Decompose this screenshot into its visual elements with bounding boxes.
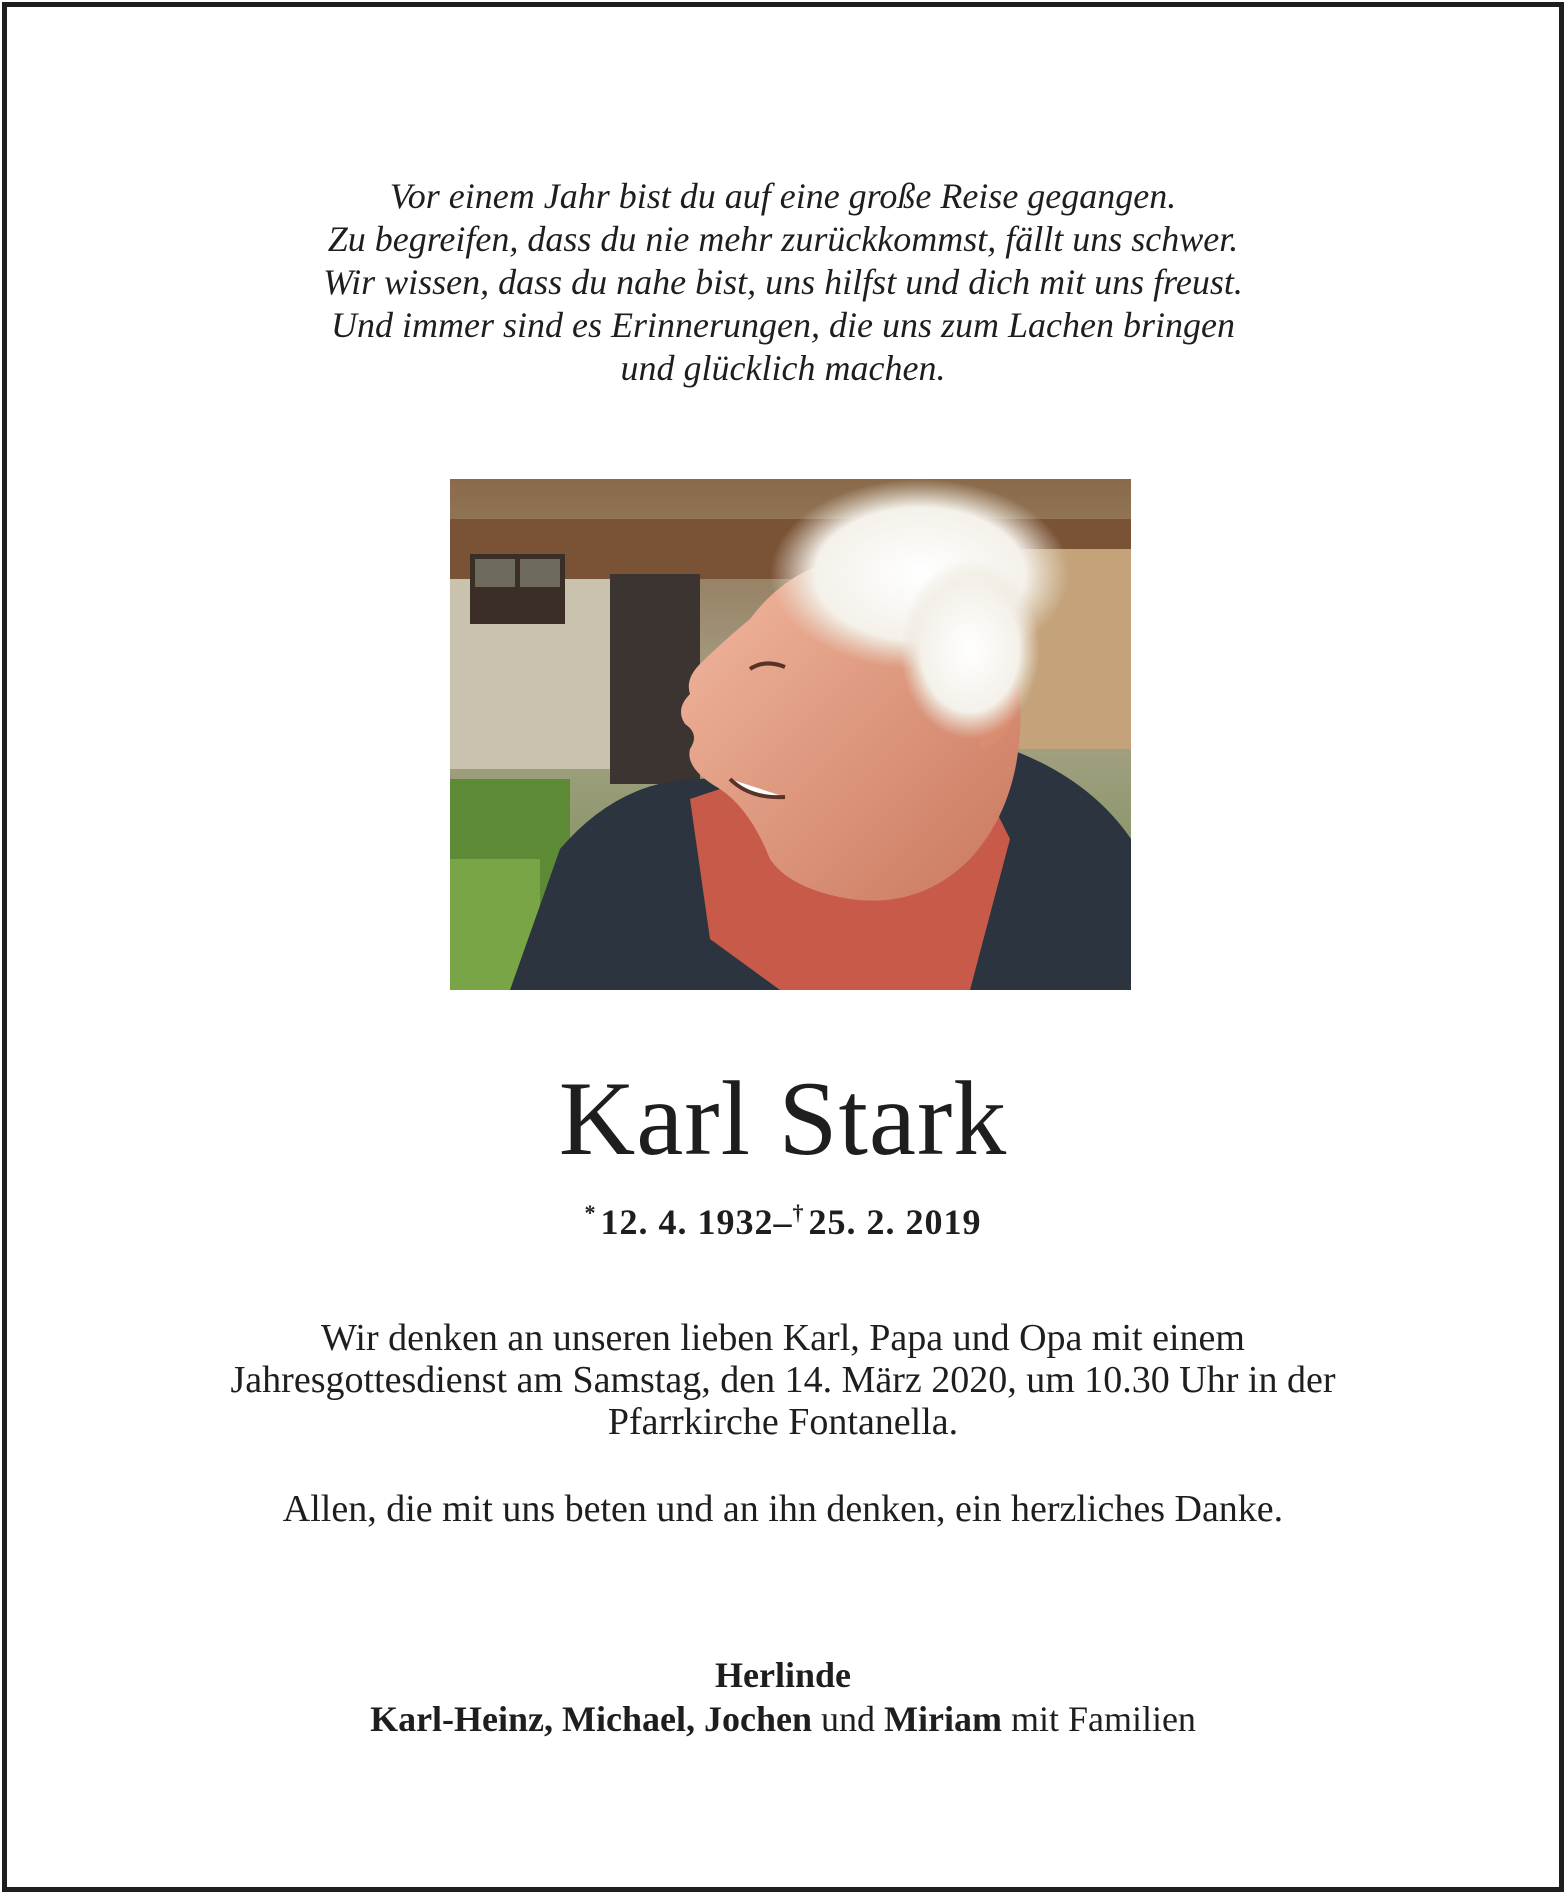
- signer-herlinde: Herlinde: [715, 1655, 851, 1695]
- birth-symbol: *: [584, 1200, 597, 1225]
- death-date: 25. 2. 2019: [808, 1202, 982, 1242]
- death-symbol: †: [792, 1200, 805, 1225]
- announcement-line: Pfarrkirche Fontanella.: [607, 1401, 959, 1443]
- announcement: [7, 1317, 1559, 1443]
- notice-frame: [2, 2, 1564, 1892]
- poem-line: Wir wissen, dass du nahe bist, uns hilfst und dich mit uns freust.: [323, 262, 1243, 302]
- signer-miriam: Miriam: [883, 1699, 1002, 1739]
- poem-line: Vor einem Jahr bist du auf eine große Reise gegangen.: [389, 176, 1177, 216]
- announcement-line: Jahresgottesdienst am Samstag, den 14. März 2020, um 10.30 Uhr in der: [230, 1359, 1336, 1401]
- life-dates: [7, 1191, 1559, 1244]
- poem-line: und glücklich machen.: [620, 348, 946, 388]
- thanks-line: Allen, die mit uns beten und an ihn denken, ein herzliches Danke.: [282, 1488, 1284, 1530]
- poem-line: Zu begreifen, dass du nie mehr zurückkommst, fällt uns schwer.: [327, 219, 1239, 259]
- signer-and: und: [811, 1699, 884, 1739]
- announcement-line: Wir denken an unseren lieben Karl, Papa und Opa mit einem: [321, 1317, 1245, 1359]
- date-separator: –: [773, 1202, 793, 1242]
- portrait-illustration: [450, 479, 1131, 990]
- birth-date: 12. 4. 1932: [600, 1202, 774, 1242]
- signers: [7, 1653, 1559, 1741]
- portrait-photo: [450, 479, 1131, 990]
- poem: [7, 175, 1559, 390]
- signer-names: Karl-Heinz, Michael, Jochen: [370, 1699, 812, 1739]
- poem-line: Und immer sind es Erinnerungen, die uns zum Lachen bringen: [331, 305, 1235, 345]
- deceased-name: Karl Stark: [558, 1060, 1008, 1177]
- signer-suffix: mit Familien: [1001, 1699, 1196, 1739]
